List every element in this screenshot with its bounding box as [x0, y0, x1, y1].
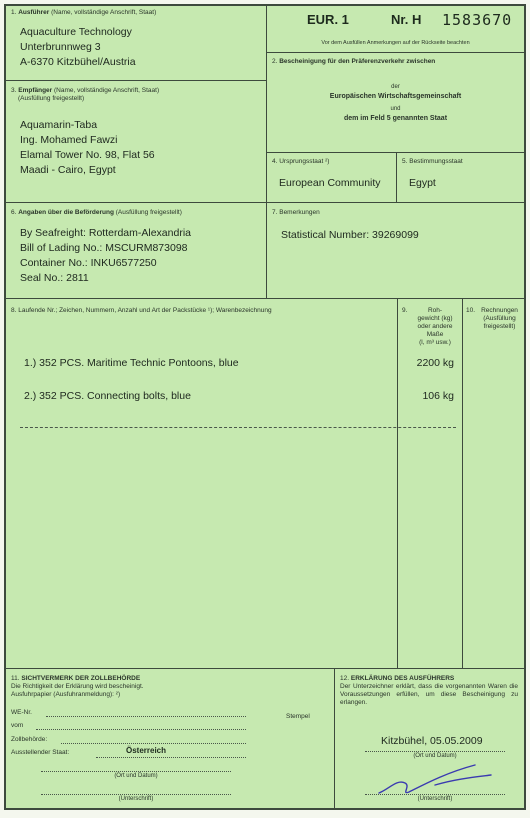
box11-title: SICHTVERMERK DER ZOLLBEHÖRDE [21, 675, 141, 682]
box10-number: 10. [466, 307, 476, 314]
box3-number: 3. [11, 87, 17, 94]
box7-title: Bemerkungen [279, 209, 320, 216]
box5-title: Bestimmungsstaat [409, 158, 463, 165]
box9-title-5: (l, m³ usw.) [419, 339, 451, 346]
box9-title-1: Roh- [427, 307, 443, 314]
place-date-line [41, 771, 231, 772]
box2-und: und [390, 106, 401, 112]
exporter-line-2: Unterbrunnweg 3 [20, 41, 101, 53]
exporter-signature-line [365, 794, 505, 795]
box-remarks [267, 203, 525, 299]
we-nr-line [46, 716, 246, 717]
box5-number: 5. [402, 158, 408, 165]
weight-item-1: 2200 kg [416, 357, 454, 369]
declaration-text: Der Unterzeichner erklärt, dass die vorgenannten Waren die Voraussetzungen erfüllen, um diese Bescheinigung zu erlangen. [340, 683, 518, 706]
vom-label: vom [11, 722, 24, 729]
box11-sub1: Die Richtigkeit der Erklärung wird bescheinigt. [11, 683, 144, 690]
exporter-line-1: Aquaculture Technology [20, 26, 132, 38]
box-consignee [5, 81, 267, 203]
box11-number: 11. [11, 675, 20, 682]
box3-subtitle: (Name, vollständige Anschrift, Staat) [54, 87, 160, 94]
box8-title: Laufende Nr.; Zeichen, Nummern, Anzahl und Art der Packstücke ¹); Warenbezeichnung [18, 307, 272, 314]
box1-title: Ausführer [18, 9, 50, 16]
weight-item-2: 106 kg [422, 390, 454, 402]
consignee-line-2: Ing. Mohamed Fawzi [20, 134, 118, 146]
box11-sub2: Ausfuhrpapier (Ausfuhranmeldung): ²) [11, 691, 121, 698]
box11-place-date-caption: (Ort und Datum) [114, 773, 158, 779]
box3-optional-note: (Ausfüllung freigestellt) [18, 95, 85, 102]
box2-ewg: Europäischen Wirtschaftsgemeinschaft [329, 93, 462, 100]
box12-number: 12. [340, 675, 350, 682]
box10-title-3: freigestellt) [483, 323, 516, 330]
goods-end-dashed-line [20, 427, 456, 428]
box9-title-3: oder andere [417, 323, 453, 330]
box4-title: Ursprungsstaat ²) [279, 158, 330, 165]
box-exporter-declaration [335, 669, 525, 809]
box2-title: Bescheinigung für den Präferenzverkehr zwischen [279, 58, 436, 65]
box12-place-date-caption: (Ort und Datum) [413, 753, 457, 759]
we-nr-label: WE-Nr. [11, 709, 32, 716]
place-and-date: Kitzbühel, 05.05.2009 [381, 735, 483, 747]
box9-title-2: gewicht (kg) [417, 315, 453, 322]
goods-item-2: 2.) 352 PCS. Connecting bolts, blue [24, 390, 191, 402]
origin-country: European Community [279, 177, 381, 189]
box6-title: Angaben über die Beförderung [18, 209, 114, 216]
serial-number: 1583670 [442, 11, 513, 29]
box9-title-4: Maße [426, 331, 444, 338]
destination-country: Egypt [409, 177, 436, 189]
transport-line-1: By Seafreight: Rotterdam-Alexandria [20, 227, 191, 239]
eur1-label: EUR. 1 [307, 12, 349, 27]
transport-line-3: Container No.: INKU6577250 [20, 257, 157, 269]
nr-label: Nr. H [391, 12, 422, 27]
box9-number: 9. [402, 307, 408, 314]
box4-number: 4. [272, 158, 278, 165]
transport-line-2: Bill of Lading No.: MSCURM873098 [20, 242, 188, 254]
customs-signature-line [41, 794, 231, 795]
box-gross-weight [398, 299, 463, 669]
box10-title-1: Rechnungen [481, 307, 518, 314]
box2-der: der [391, 84, 400, 90]
box-exporter [5, 5, 267, 81]
box12-title: ERKLÄRUNG DES AUSFÜHRERS [350, 675, 455, 682]
issuing-state-line [96, 757, 246, 758]
header-note: Vor dem Ausfüllen Anmerkungen auf der Rückseite beachten [321, 40, 470, 46]
exporter-line-3: A-6370 Kitzbühel/Austria [20, 56, 136, 68]
declaration-place-date-line [365, 751, 505, 752]
box6-subtitle: (Ausfüllung freigestellt) [115, 209, 182, 216]
vom-line [36, 729, 246, 730]
goods-item-1: 1.) 352 PCS. Maritime Technic Pontoons, blue [24, 357, 239, 369]
stempel-label: Stempel [286, 713, 310, 720]
box7-number: 7. [272, 209, 278, 216]
box3-title: Empfänger [18, 87, 53, 94]
box-goods-description [5, 299, 398, 669]
box1-number: 1. [11, 9, 17, 16]
statistical-number: Statistical Number: 39269099 [281, 229, 419, 241]
box11-signature-caption: (Unterschrift) [118, 796, 154, 802]
zollbehoerde-line [61, 743, 246, 744]
consignee-line-1: Aquamarin-Taba [20, 119, 98, 131]
consignee-line-3: Elamal Tower No. 98, Flat 56 [20, 149, 155, 161]
box2-staat: dem im Feld 5 genannten Staat [343, 115, 448, 122]
box2-number: 2. [272, 58, 278, 65]
box-invoices [463, 299, 525, 669]
box-preference-certificate [267, 53, 525, 153]
box8-number: 8. [11, 307, 17, 314]
signature-graphic [375, 759, 495, 799]
box-country-of-origin [267, 153, 397, 203]
box10-title-2: (Ausfüllung [483, 315, 516, 322]
box-destination-country [397, 153, 525, 203]
box6-number: 6. [11, 209, 17, 216]
eur1-certificate [4, 4, 526, 810]
zollbehoerde-label: Zollbehörde: [11, 736, 48, 743]
issuing-state-label: Ausstellender Staat: [11, 749, 70, 756]
box1-subtitle: (Name, vollständige Anschrift, Staat) [51, 9, 157, 16]
issuing-state-value: Österreich [126, 746, 167, 755]
certificate-header [267, 5, 525, 53]
transport-line-4: Seal No.: 2811 [20, 272, 89, 284]
consignee-line-4: Maadi - Cairo, Egypt [20, 164, 116, 176]
box-customs-endorsement [5, 669, 335, 809]
box-transport-details [5, 203, 267, 299]
box12-signature-caption: (Unterschrift) [417, 796, 453, 802]
